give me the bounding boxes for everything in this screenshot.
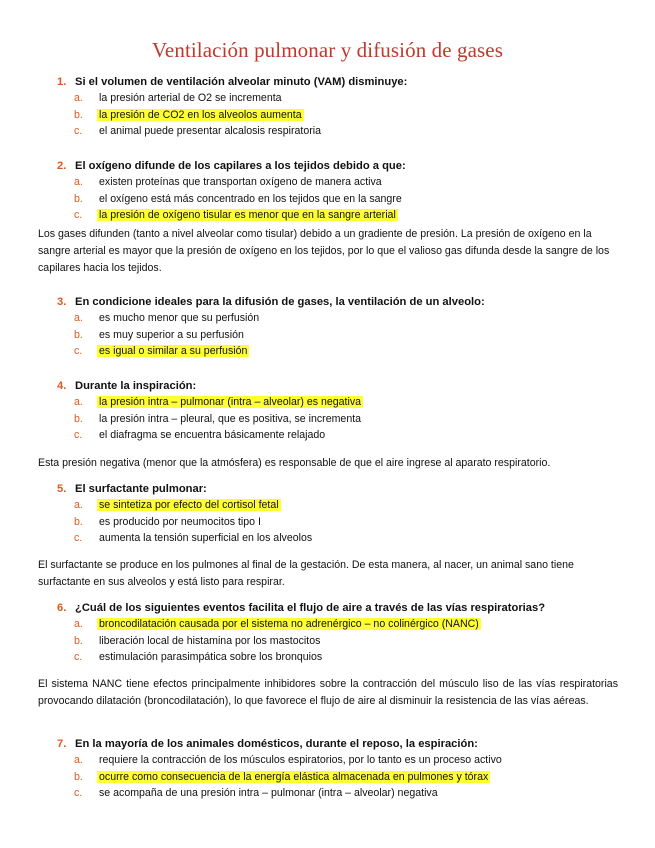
option-text: la presión arterial de O2 se incrementa bbox=[99, 92, 282, 104]
option-text: estimulación parasimpática sobre los bronquios bbox=[99, 651, 323, 664]
question-1 bbox=[57, 74, 637, 140]
option-c bbox=[74, 785, 637, 802]
option-letter: c. bbox=[74, 787, 83, 800]
option-letter: a. bbox=[74, 754, 83, 766]
option-letter: c. bbox=[74, 651, 83, 664]
option-b-highlighted bbox=[74, 769, 637, 786]
option-c bbox=[74, 530, 637, 547]
option-text: ocurre como consecuencia de la energía elástica almacenada en pulmones y tórax bbox=[99, 770, 489, 783]
option-letter: c. bbox=[74, 532, 83, 545]
explanation-paragraph-2: Los gases difunden (tanto a nivel alveolar como tisular) debido a un gradiente de presión. La presión de oxígeno en la sangre arterial es mayor que la presión de oxígeno en los tejidos, por lo que el valioso gas difunda desde la sangre de los capilares hacia los tejidos. bbox=[38, 228, 610, 274]
option-letter: b. bbox=[74, 770, 83, 783]
option-text: el animal puede presentar alcalosis respiratoria bbox=[99, 125, 321, 138]
option-letter: c. bbox=[74, 429, 83, 442]
option-letter: a. bbox=[74, 312, 83, 324]
option-letter: b. bbox=[74, 108, 83, 121]
option-letter: b. bbox=[74, 634, 83, 647]
option-text: el oxígeno está más concentrado en los tejidos que en la sangre bbox=[99, 192, 402, 205]
question-5 bbox=[57, 481, 637, 547]
question-heading bbox=[57, 74, 637, 90]
option-letter: c. bbox=[74, 345, 83, 358]
option-a-highlighted bbox=[74, 616, 637, 633]
option-a bbox=[74, 310, 637, 327]
question-text: Si el volumen de ventilación alveolar minuto (VAM) disminuye: bbox=[75, 76, 408, 88]
option-text: existen proteínas que transportan oxígeno de manera activa bbox=[99, 176, 382, 188]
question-number: 3. bbox=[57, 296, 67, 308]
question-6 bbox=[57, 600, 637, 666]
option-text: la presión intra – pulmonar (intra – alveolar) es negativa bbox=[99, 396, 362, 408]
option-text: la presión de oxígeno tisular es menor que en la sangre arterial bbox=[99, 209, 396, 222]
option-text: es muy superior a su perfusión bbox=[99, 328, 244, 341]
option-text: es igual o similar a su perfusión bbox=[99, 345, 248, 358]
option-b bbox=[74, 514, 637, 531]
option-b bbox=[74, 191, 637, 208]
question-number: 1. bbox=[57, 76, 67, 88]
option-text: aumenta la tensión superficial en los alveolos bbox=[99, 532, 313, 545]
question-heading bbox=[57, 600, 637, 616]
option-letter: b. bbox=[74, 192, 83, 205]
question-text: En la mayoría de los animales domésticos, durante el reposo, la espiración: bbox=[75, 738, 478, 750]
option-letter: a. bbox=[74, 396, 83, 408]
option-letter: a. bbox=[74, 176, 83, 188]
question-heading bbox=[57, 481, 637, 497]
option-c-highlighted bbox=[74, 343, 637, 360]
question-number: 2. bbox=[57, 160, 67, 172]
option-a bbox=[74, 752, 637, 769]
option-text: liberación local de histamina por los mastocitos bbox=[99, 634, 321, 647]
page-title: Ventilación pulmonar y difusión de gases bbox=[151, 38, 503, 62]
option-b-highlighted bbox=[74, 107, 637, 124]
question-number: 5. bbox=[57, 483, 67, 495]
question-2 bbox=[57, 158, 637, 224]
option-letter: b. bbox=[74, 328, 83, 341]
explanation-paragraph-6: El sistema NANC tiene efectos principalmente inhibidores sobre la contracción del músculo liso de las vías respiratorias provocando dilatación (broncodilatación), lo que favorece el flujo de aire al disminuir la resistencia de las vías aéreas. bbox=[38, 678, 618, 707]
option-text: la presión intra – pleural, que es positiva, se incrementa bbox=[99, 412, 362, 425]
option-a bbox=[74, 174, 637, 191]
option-text: broncodilatación causada por el sistema no adrenérgico – no colinérgico (NANC) bbox=[99, 618, 479, 630]
explanation-paragraph-4: Esta presión negativa (menor que la atmósfera) es responsable de que el aire ingrese al aparato respiratorio. bbox=[38, 457, 551, 469]
option-a-highlighted bbox=[74, 394, 637, 411]
question-text: El oxígeno difunde de los capilares a los tejidos debido a que: bbox=[75, 160, 406, 172]
option-a-highlighted bbox=[74, 497, 637, 514]
option-text: se acompaña de una presión intra – pulmonar (intra – alveolar) negativa bbox=[99, 787, 438, 800]
option-text: es mucho menor que su perfusión bbox=[99, 312, 260, 324]
option-b bbox=[74, 633, 637, 650]
question-text: Durante la inspiración: bbox=[75, 380, 197, 392]
question-heading bbox=[57, 158, 637, 174]
option-text: se sintetiza por efecto del cortisol fetal bbox=[99, 499, 279, 511]
option-text: es producido por neumocitos tipo I bbox=[99, 515, 261, 528]
option-b bbox=[74, 327, 637, 344]
explanation-paragraph-5: El surfactante se produce en los pulmones al final de la gestación. De esta manera, al nacer, un animal sano tiene surfactante en sus alveolos y está listo para respirar. bbox=[38, 559, 574, 588]
question-number: 7. bbox=[57, 738, 67, 750]
option-letter: b. bbox=[74, 515, 83, 528]
question-7 bbox=[57, 736, 637, 802]
option-letter: a. bbox=[74, 618, 83, 630]
option-text: requiere la contracción de los músculos espiratorios, por lo tanto es un proceso activo bbox=[99, 754, 502, 766]
option-letter: a. bbox=[74, 499, 83, 511]
option-text: la presión de CO2 en los alveolos aumenta bbox=[99, 108, 302, 121]
question-text: El surfactante pulmonar: bbox=[75, 483, 207, 495]
question-3 bbox=[57, 294, 637, 360]
option-b bbox=[74, 411, 637, 428]
question-heading bbox=[57, 294, 637, 310]
question-number: 6. bbox=[57, 602, 67, 614]
option-c bbox=[74, 649, 637, 666]
question-number: 4. bbox=[57, 380, 67, 392]
question-text: ¿Cuál de los siguientes eventos facilita el flujo de aire a través de las vías respiratorias? bbox=[75, 602, 546, 614]
option-a bbox=[74, 90, 637, 107]
question-heading bbox=[57, 378, 637, 394]
option-letter: a. bbox=[74, 92, 83, 104]
option-text: el diafragma se encuentra básicamente relajado bbox=[99, 429, 326, 442]
option-c-highlighted bbox=[74, 207, 637, 224]
option-letter: c. bbox=[74, 209, 83, 222]
option-c bbox=[74, 427, 637, 444]
question-4 bbox=[57, 378, 637, 444]
option-c bbox=[74, 123, 637, 140]
question-heading bbox=[57, 736, 637, 752]
option-letter: b. bbox=[74, 412, 83, 425]
question-text: En condicione ideales para la difusión de gases, la ventilación de un alveolo: bbox=[75, 296, 485, 308]
option-letter: c. bbox=[74, 125, 83, 138]
